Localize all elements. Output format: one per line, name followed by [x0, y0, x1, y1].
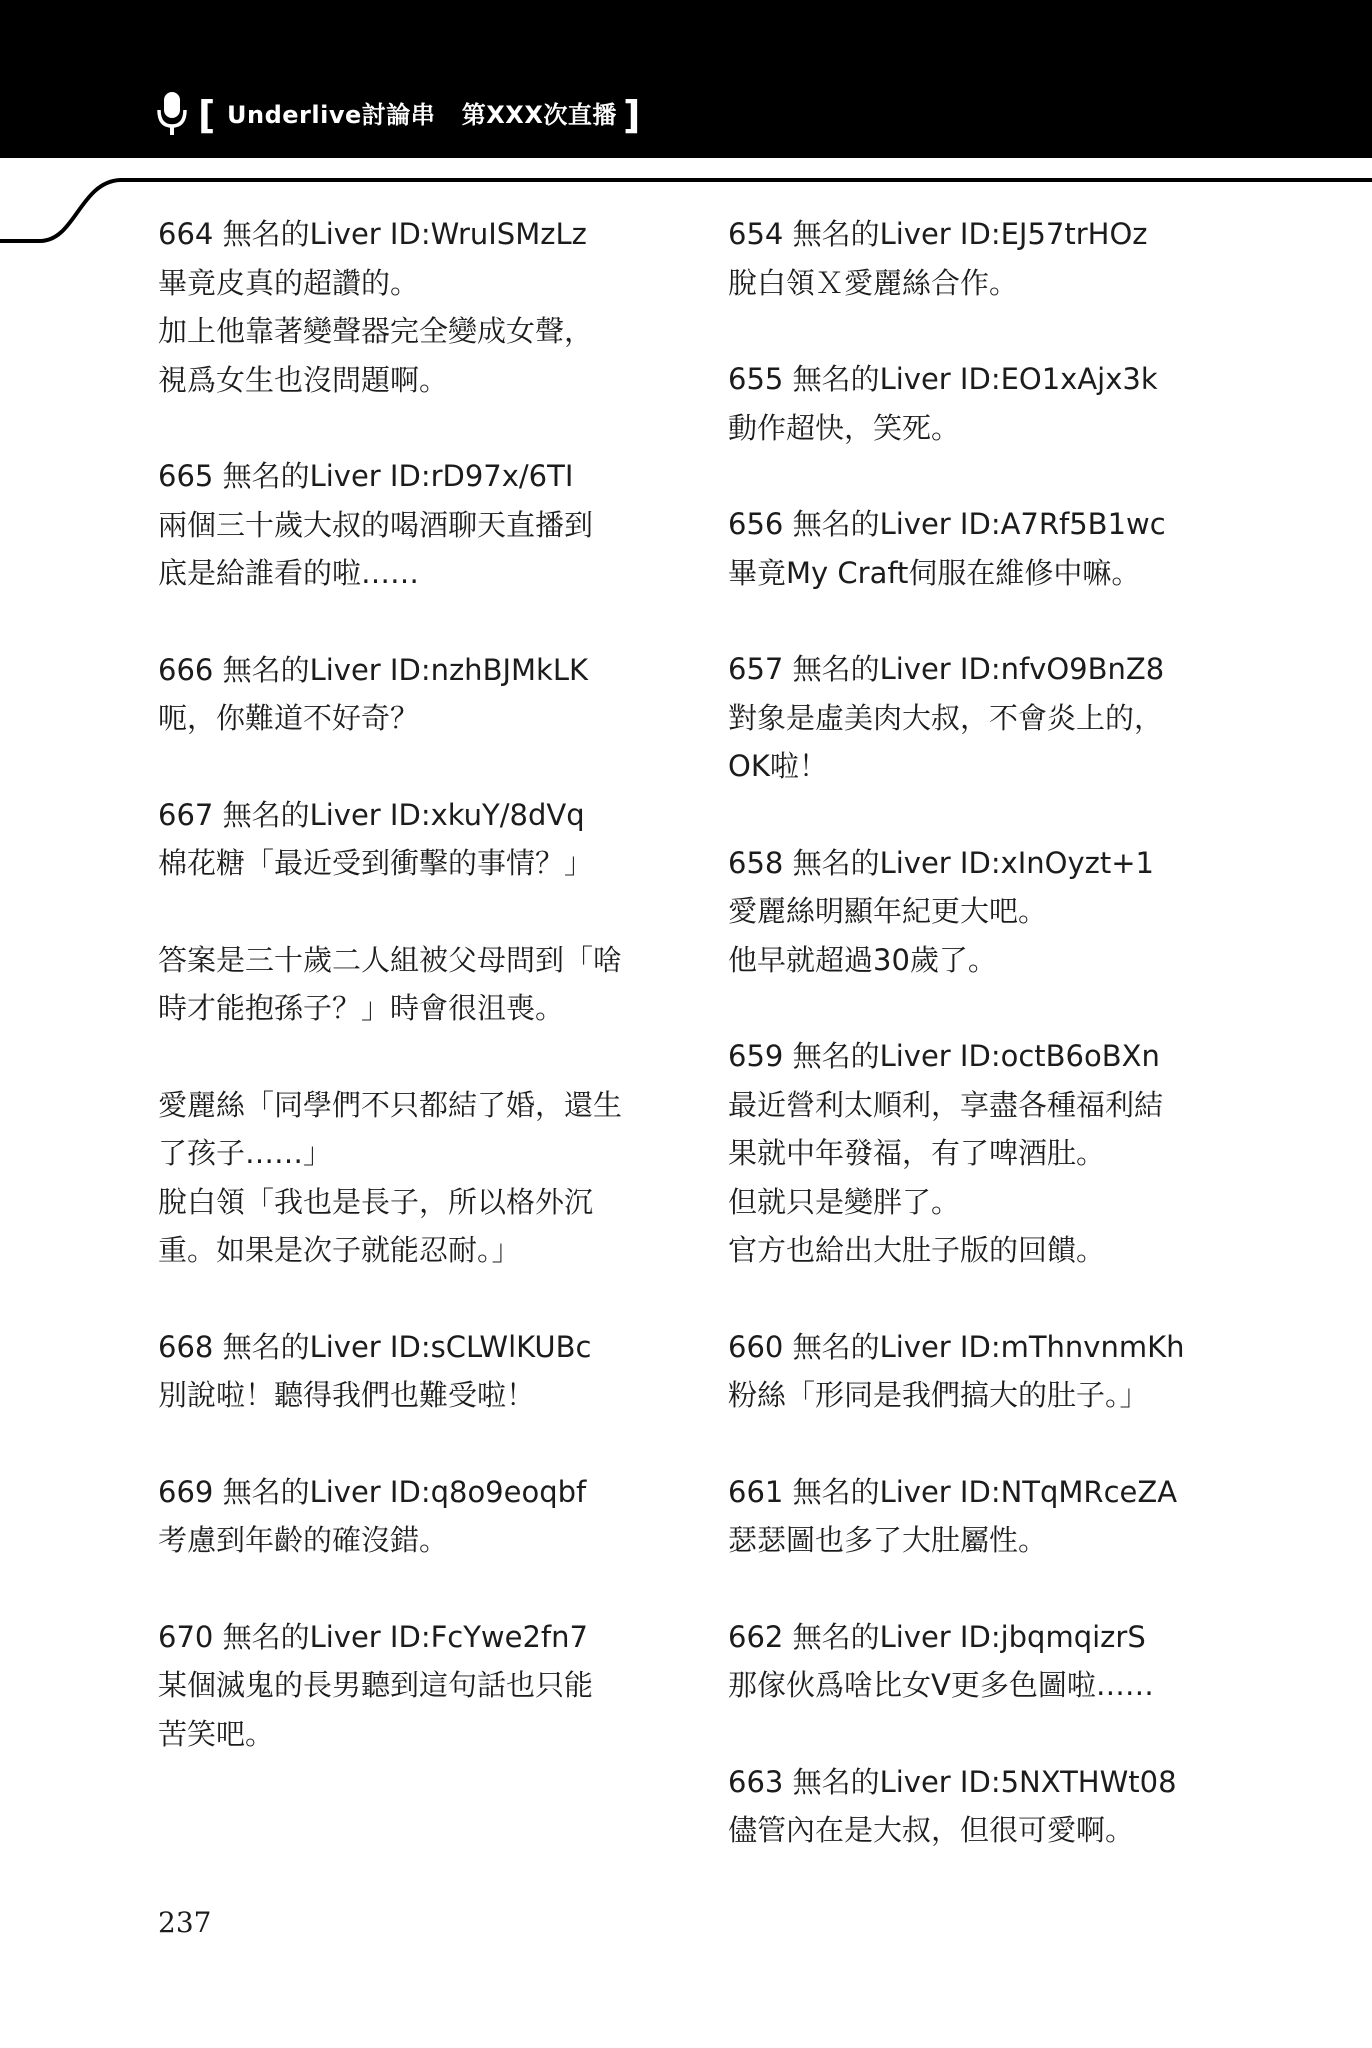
thread-post-662 — [728, 1613, 1238, 1710]
post-header: 663 無名的Liver ID:5NXTHWt08 — [728, 1764, 1177, 1799]
left-column — [158, 210, 648, 1806]
thread-post-665 — [158, 452, 648, 598]
post-text: 某個滅鬼的長男聽到這句話也只能 — [158, 1668, 594, 1702]
post-header: 655 無名的Liver ID:EO1xAjx3k — [728, 362, 1158, 396]
thread-post-660 — [728, 1323, 1238, 1420]
header-bracket-left: [ — [198, 93, 216, 137]
page-number: 237 — [158, 1906, 212, 1939]
post-text: 重。如果是次子就能忍耐。」 — [158, 1233, 521, 1267]
post-header: 670 無名的Liver ID:FcYwe2fn7 — [158, 1619, 588, 1654]
thread-post-667-paragraph-3 — [158, 1081, 648, 1275]
post-header: 665 無名的Liver ID:rD97x/6TI — [158, 459, 574, 493]
post-header: 667 無名的Liver ID:xkuY/8dVq — [158, 797, 585, 832]
post-text: 最近營利太順利，享盡各種福利結 — [728, 1087, 1164, 1122]
thread-post-666 — [158, 646, 648, 743]
post-text: 脫白領「我也是長子，所以格外沉 — [158, 1184, 594, 1219]
thread-post-655 — [728, 355, 1238, 452]
post-text: 對象是虛美肉大叔，不會炎上的， — [728, 700, 1164, 735]
header-bracket-right: ] — [623, 93, 641, 137]
thread-post-667 — [158, 791, 648, 888]
thread-post-659 — [728, 1032, 1238, 1275]
post-text: 考慮到年齡的確沒錯。 — [158, 1523, 449, 1557]
thread-post-654 — [728, 210, 1238, 307]
post-text: 果就中年發福，有了啤酒肚。 — [728, 1136, 1106, 1170]
post-header: 657 無名的Liver ID:nfvO9BnZ8 — [728, 652, 1165, 686]
post-text: 棉花糖「最近受到衝擊的事情？」 — [158, 846, 594, 880]
post-header: 661 無名的Liver ID:NTqMRceZA — [728, 1474, 1178, 1509]
post-text: 兩個三十歲大叔的喝酒聊天直播到 — [158, 507, 594, 542]
post-text: 愛麗絲「同學們不只都結了婚，還生 — [158, 1087, 623, 1122]
post-text: 加上他靠著變聲器完全變成女聲， — [158, 314, 594, 348]
post-text: 苦笑吧。 — [158, 1716, 275, 1751]
post-header: 662 無名的Liver ID:jbqmqizrS — [728, 1619, 1146, 1654]
post-header: 666 無名的Liver ID:nzhBJMkLK — [158, 652, 589, 687]
post-text: 那傢伙爲啥比女V更多色圖啦…… — [728, 1668, 1154, 1702]
thread-post-657 — [728, 645, 1238, 791]
post-text: 動作超快，笑死。 — [728, 410, 961, 445]
post-header: 654 無名的Liver ID:EJ57trHOz — [728, 217, 1148, 251]
post-text: 畢竟皮真的超讚的。 — [158, 265, 420, 300]
post-text: 時才能抱孫子？」時會很沮喪。 — [158, 991, 565, 1025]
post-text: 愛麗絲明顯年紀更大吧。 — [728, 894, 1048, 928]
post-header: 664 無名的Liver ID:WruISMzLz — [158, 217, 587, 251]
post-header: 660 無名的Liver ID:mThnvnmKh — [728, 1329, 1185, 1364]
post-text: 別說啦！聽得我們也難受啦！ — [158, 1378, 536, 1412]
thread-post-669 — [158, 1468, 648, 1565]
thread-post-670 — [158, 1613, 648, 1759]
post-text: 畢竟My Craft伺服在維修中嘛。 — [728, 555, 1141, 590]
thread-post-663 — [728, 1758, 1238, 1855]
post-text: 答案是三十歲二人組被父母問到「啥 — [158, 942, 623, 977]
post-text: 他早就超過30歲了。 — [728, 942, 997, 977]
thread-post-658 — [728, 839, 1238, 985]
post-text: 底是給誰看的啦…… — [158, 556, 420, 590]
post-text: 粉絲「形同是我們搞大的肚子。」 — [728, 1378, 1149, 1412]
post-text: 但就只是變胖了。 — [728, 1184, 961, 1219]
microphone-icon — [155, 90, 189, 138]
post-text: 脫白領Ｘ愛麗絲合作。 — [728, 265, 1019, 300]
post-header: 659 無名的Liver ID:octB6oBXn — [728, 1039, 1160, 1073]
thread-post-664 — [158, 210, 648, 404]
post-text: 瑟瑟圖也多了大肚屬性。 — [728, 1523, 1048, 1557]
thread-post-661 — [728, 1468, 1238, 1565]
thread-post-667-paragraph-2 — [158, 936, 648, 1033]
header-delivery-label: ..... XXX delivery — [846, 120, 1207, 144]
header-title: Underlive討論串 第XXX次直播 — [227, 101, 617, 129]
post-text: 視爲女生也沒問題啊。 — [158, 362, 449, 397]
post-text: 儘管內在是大叔，但很可愛啊。 — [728, 1813, 1135, 1847]
post-text: 了孩子……」 — [158, 1136, 333, 1170]
post-text: 呃，你難道不好奇？ — [158, 701, 420, 735]
thread-post-668 — [158, 1323, 648, 1420]
thread-post-656 — [728, 500, 1238, 597]
post-text: OK啦！ — [728, 749, 828, 783]
post-text: 官方也給出大肚子版的回饋。 — [728, 1233, 1106, 1267]
post-header: 656 無名的Liver ID:A7Rf5B1wc — [728, 507, 1166, 541]
post-header: 668 無名的Liver ID:sCLWlKUBc — [158, 1329, 592, 1364]
post-header: 658 無名的Liver ID:xInOyzt+1 — [728, 845, 1155, 880]
right-column — [728, 210, 1238, 1903]
post-header: 669 無名的Liver ID:q8o9eoqbf — [158, 1474, 587, 1509]
